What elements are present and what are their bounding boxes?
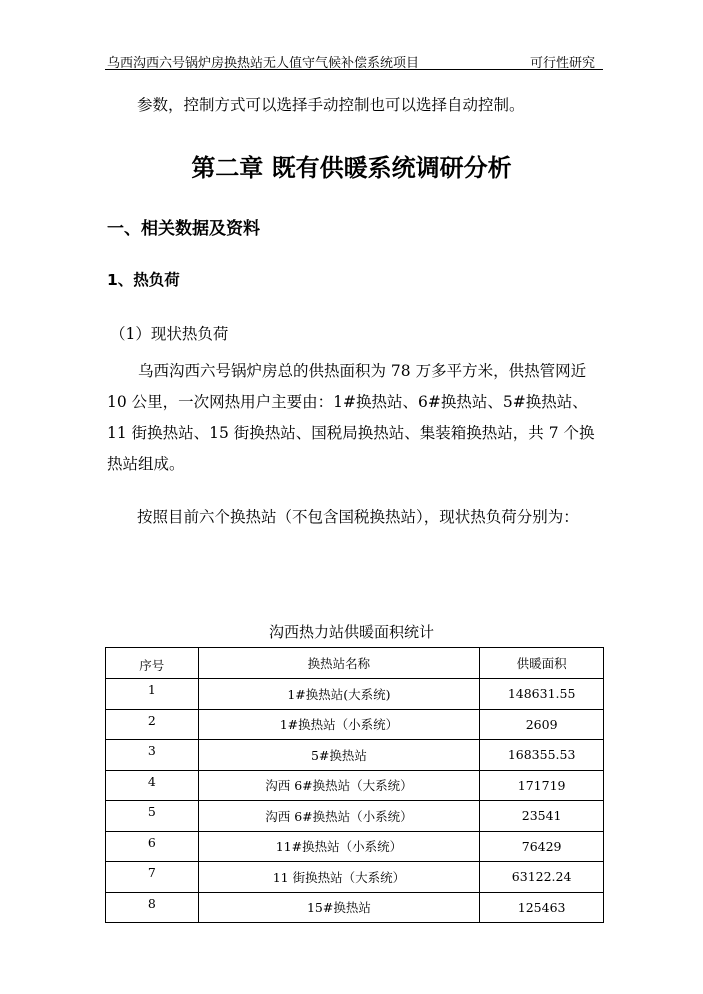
row-heating-area: 148631.55 (480, 679, 604, 710)
row-heating-area: 76429 (480, 831, 604, 862)
row-heating-area: 168355.53 (480, 740, 604, 771)
header-divider (105, 69, 603, 70)
header-project-title: 乌西沟西六号锅炉房换热站无人值守气候补偿系统项目 (107, 56, 420, 71)
table-title: 沟西热力站供暖面积统计 (268, 623, 434, 641)
header-cell-station: 换热站名称 (198, 648, 480, 679)
row-station-name: 1#换热站(大系统) (198, 679, 480, 710)
header-cell-index: 序号 (106, 648, 199, 679)
section-heading: 一、相关数据及资料 (107, 219, 260, 239)
row-station-name: 11 街换热站（大系统） (198, 862, 480, 893)
row-heating-area: 171719 (480, 770, 604, 801)
row-index: 3 (106, 740, 199, 771)
row-index: 2 (106, 709, 199, 740)
row-station-name: 11#换热站（小系统） (198, 831, 480, 862)
heating-area-table (105, 647, 604, 923)
table-row (106, 740, 604, 771)
row-index: 7 (106, 862, 199, 893)
table-row (106, 679, 604, 710)
row-station-name: 15#换热站 (198, 892, 480, 923)
body-paragraph-intro: 按照目前六个换热站（不包含国税换热站），现状热负荷分别为： (137, 508, 579, 526)
table-row (106, 862, 604, 893)
row-station-name: 5#换热站 (198, 740, 480, 771)
header-doc-type: 可行性研究 (530, 56, 596, 71)
row-index: 4 (106, 770, 199, 801)
row-heating-area: 63122.24 (480, 862, 604, 893)
header-cell-area: 供暖面积 (480, 648, 604, 679)
row-index: 8 (106, 892, 199, 923)
continuation-paragraph: 参数，控制方式可以选择手动控制也可以选择自动控制。 (137, 96, 525, 114)
row-index: 5 (106, 801, 199, 832)
table-row (106, 892, 604, 923)
row-index: 1 (106, 679, 199, 710)
row-station-name: 沟西 6#换热站（小系统） (198, 801, 480, 832)
body-paragraph: 乌西沟西六号锅炉房总的供热面积为 78 万多平方米，供热管网近 10 公里，一次网热用户主要由：1#换热站、6#换热站、5#换热站、11 街换热站、15 街换热站、国税局换热站、集装箱换热站，共 7 个换热站组成。 (107, 362, 595, 473)
table-row (106, 831, 604, 862)
table-header-row (106, 648, 604, 679)
row-index: 6 (106, 831, 199, 862)
sub-subsection-heading: （1）现状热负荷 (110, 325, 229, 343)
table-row (106, 801, 604, 832)
subsection-heading: 1、热负荷 (107, 271, 180, 289)
row-heating-area: 2609 (480, 709, 604, 740)
table-row (106, 709, 604, 740)
row-station-name: 沟西 6#换热站（大系统） (198, 770, 480, 801)
row-heating-area: 23541 (480, 801, 604, 832)
chapter-title: 第二章 既有供暖系统调研分析 (191, 153, 512, 182)
row-heating-area: 125463 (480, 892, 604, 923)
row-station-name: 1#换热站（小系统） (198, 709, 480, 740)
table-row (106, 770, 604, 801)
